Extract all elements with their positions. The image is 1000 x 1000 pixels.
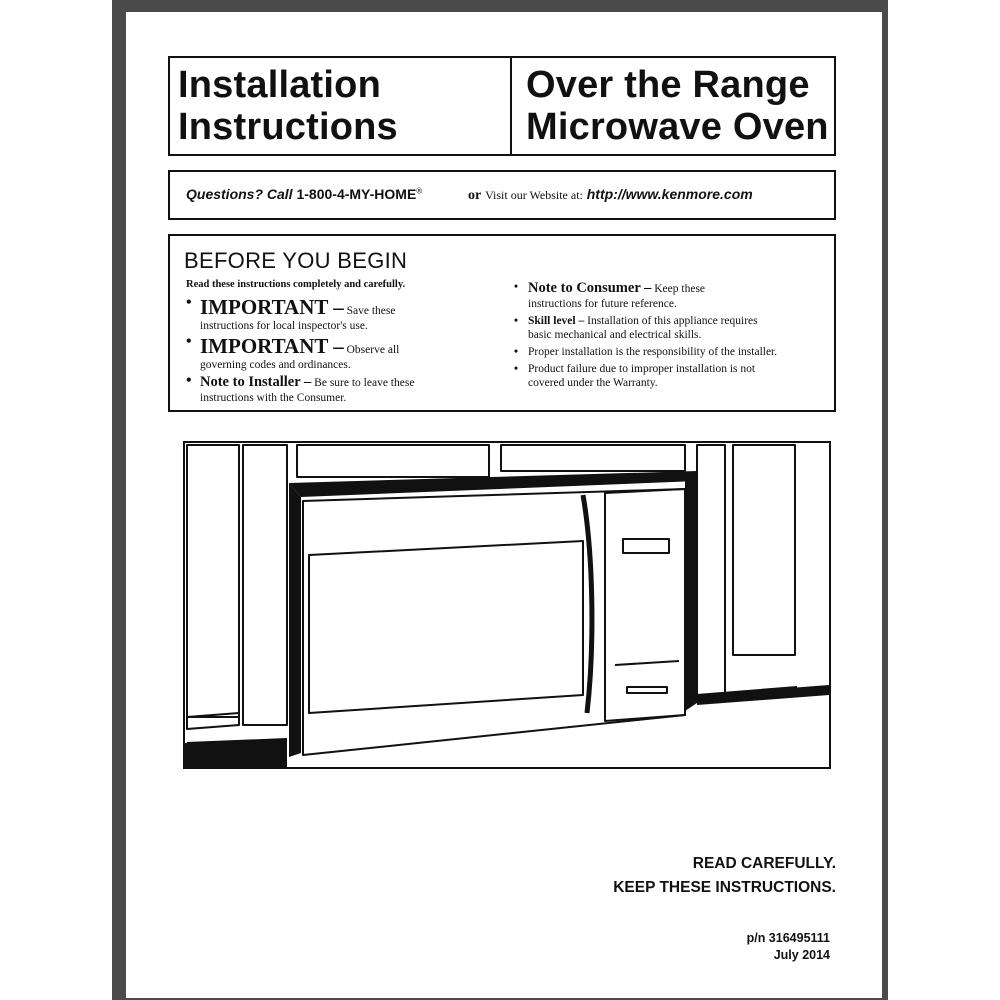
skill-level-item — [514, 314, 832, 342]
countertop-shadow-right — [697, 685, 829, 705]
microwave-illustration — [183, 441, 831, 769]
recess-shadow-top — [289, 471, 697, 497]
before-you-begin-heading: BEFORE YOU BEGIN — [184, 248, 408, 273]
read-carefully-notice — [613, 852, 836, 900]
title-left-line1: Installation — [178, 64, 381, 106]
read-carefully-line: READ CAREFULLY. — [692, 855, 836, 872]
website-link[interactable]: http://www.kenmore.com — [586, 186, 753, 202]
before-you-begin-subheading: Read these instructions completely and carefully. — [186, 279, 406, 290]
control-panel-divider — [615, 661, 679, 665]
item-text-continued: instructions for future reference. — [528, 298, 677, 310]
installation-instructions-title — [178, 64, 398, 148]
bullet-icon: • — [514, 346, 519, 358]
questions-label: Questions? Call — [186, 186, 293, 202]
item-text-continued: governing codes and ordinances. — [200, 359, 351, 371]
microwave-door-window — [309, 541, 583, 713]
item-text-continued: instructions with the Consumer. — [200, 392, 347, 404]
before-right-column — [514, 280, 832, 393]
left-cabinet-bottom — [187, 713, 239, 729]
item-text: Observe all — [343, 344, 400, 356]
contact-questions — [186, 186, 422, 202]
or-label: or — [468, 188, 482, 203]
bullet-icon: • — [186, 372, 192, 389]
registered-mark: ® — [416, 186, 423, 196]
item-lead: IMPORTANT – — [200, 334, 344, 358]
item-lead: Skill level – — [528, 315, 585, 327]
countertop-shadow-left — [185, 739, 287, 767]
part-number-block — [747, 930, 830, 964]
publication-date: July 2014 — [773, 948, 830, 962]
important-codes-item — [186, 333, 519, 372]
item-text-continued: instructions for local inspector's use. — [200, 320, 368, 332]
microwave-line-drawing — [185, 443, 829, 767]
product-failure-item — [514, 362, 832, 390]
item-text: Save these — [343, 305, 396, 317]
item-text: Keep these — [651, 283, 706, 295]
right-cabinet-stile — [697, 445, 725, 695]
part-number: p/n 316495111 — [746, 931, 830, 945]
upper-cabinet-right — [501, 445, 685, 471]
bullet-icon: • — [514, 363, 519, 375]
left-cabinet-side — [243, 445, 287, 725]
item-text: Be sure to leave these — [311, 377, 415, 389]
upper-cabinet-left — [297, 445, 489, 477]
title-left-cell — [170, 58, 512, 154]
microwave-handle — [583, 495, 592, 713]
product-title — [526, 64, 829, 148]
item-text-continued: covered under the Warranty. — [528, 377, 658, 389]
title-box — [168, 56, 836, 156]
contact-box — [168, 170, 836, 220]
visit-label: Visit our Website at: — [485, 188, 583, 202]
title-right-cell — [512, 58, 834, 154]
proper-installation-item — [514, 345, 832, 359]
title-right-line1: Over the Range — [526, 64, 810, 106]
title-left-line2: Instructions — [178, 106, 398, 148]
item-text-continued: basic mechanical and electrical skills. — [528, 329, 702, 341]
note-to-installer-item — [186, 374, 516, 405]
item-text: Product failure due to improper installation is not — [528, 363, 756, 375]
bullet-icon: • — [186, 294, 192, 311]
item-text: Proper installation is the responsibility of the installer. — [528, 346, 778, 358]
keep-instructions-line: KEEP THESE INSTRUCTIONS. — [613, 879, 836, 896]
item-lead: Note to Installer – — [200, 374, 312, 390]
left-cabinet-door — [187, 445, 239, 717]
bullet-icon: • — [514, 315, 519, 327]
item-lead: Note to Consumer – — [528, 280, 652, 296]
before-left-column — [186, 294, 519, 407]
recess-shadow-right — [685, 481, 697, 711]
before-you-begin-box — [168, 234, 836, 412]
contact-website — [468, 186, 753, 204]
item-lead: IMPORTANT – — [200, 295, 344, 319]
bullet-icon: • — [514, 281, 519, 293]
item-text: Installation of this appliance requires — [584, 315, 758, 327]
vent-slot — [627, 687, 667, 693]
bullet-icon: • — [186, 333, 192, 350]
recess-shadow-left — [289, 483, 301, 757]
right-cabinet-door — [733, 445, 795, 655]
display-panel — [623, 539, 669, 553]
phone-number: 1-800-4-MY-HOME — [296, 186, 417, 202]
note-to-consumer-item — [514, 280, 832, 311]
microwave-body — [303, 489, 685, 755]
important-save-item — [186, 294, 519, 333]
title-right-line2: Microwave Oven — [526, 106, 829, 148]
